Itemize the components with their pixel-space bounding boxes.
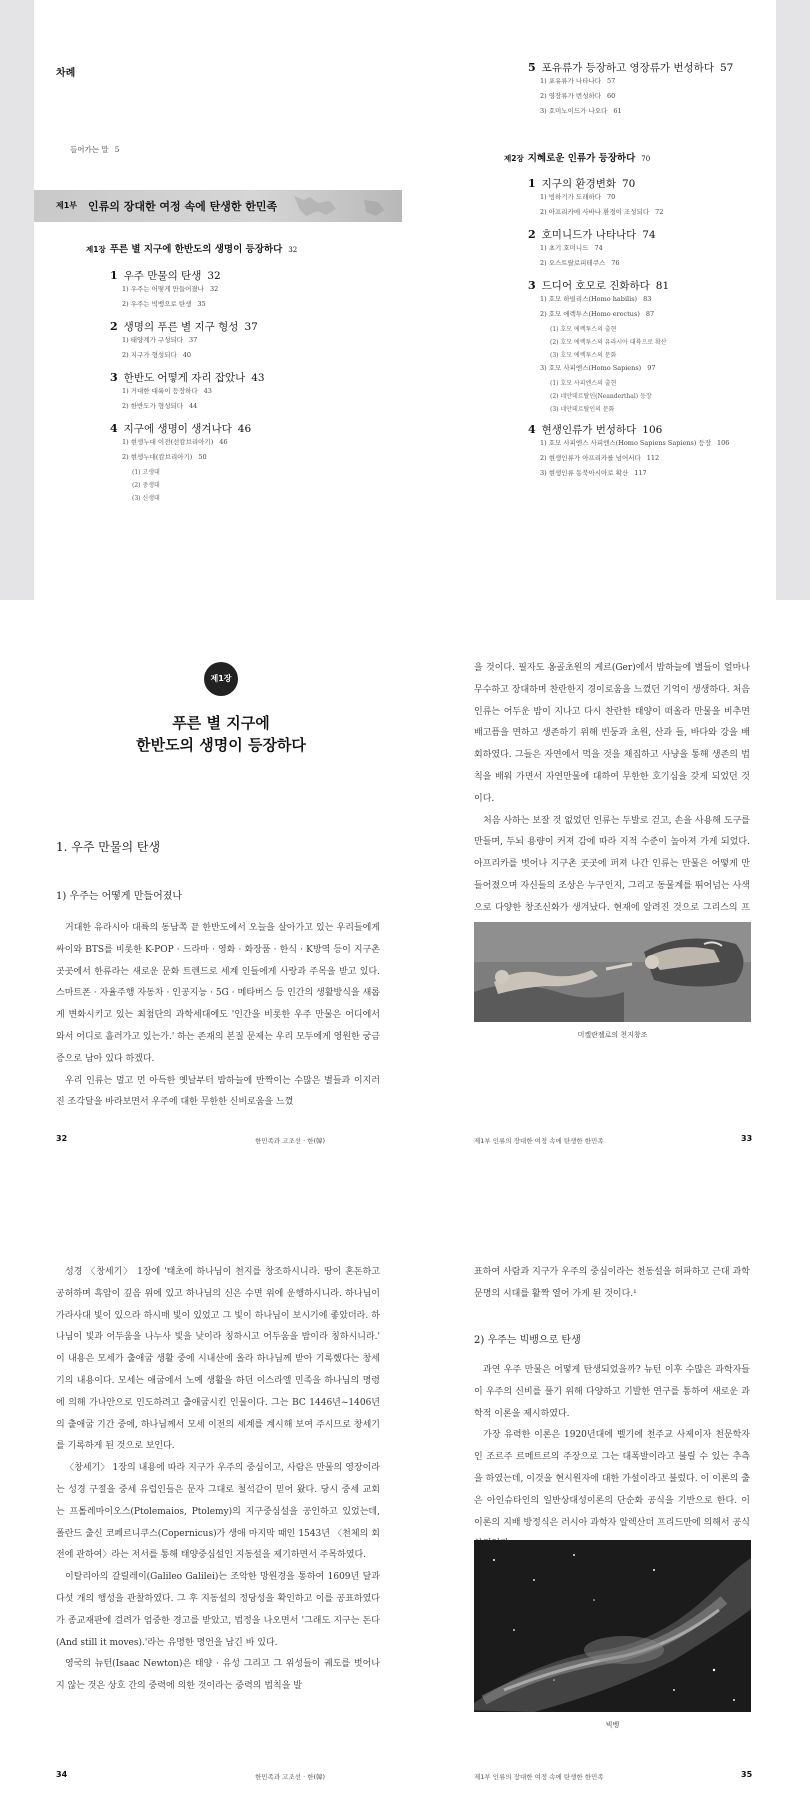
paragraph: 이탈리아의 갈릴레이(Galileo Galilei)는 조악한 망원경을 통하여 1609년 달과 다섯 개의 행성을 관찰하였다. 그 후 지동설의 정당성을 확인하고 이를 공표하였다가 종교재판에 걸려가 엄중한 경고를 받았고, 법정을 나오면서 '그래도 지구는 돈다(And still it moves).'라는 유명한 명언을 남긴 바 있다. [56, 1572, 380, 1648]
toc-chapter1: 제1장 푸른 별 지구에 한반도의 생명이 등장하다 32 [86, 244, 298, 255]
subsection-heading-bigbang: 2) 우주는 빅뱅으로 탄생 [474, 1335, 581, 1346]
toc-entry-page: 57 [719, 62, 734, 74]
toc-entry-page: 106 [642, 424, 663, 436]
paragraph: 〈창세기〉 1장의 내용에 따라 지구가 우주의 중심이고, 사람은 만물의 영장이라는 성경 구절을 중세 유럽인들은 문자 그대로 철석같이 믿어 왔다. 당시 중세 교회는 프톨레마이오스(Ptolemaios, Ptolemy)의 지구중심설을 공인하고 있었는데, 폴란드 출신 코페르니쿠스(Copernicus)가 생애 마지막 때인 1543년 〈천체의 회전에 관하여〉라는 저서를 통해 태양중심설인 지동설을 제기하면서 주목하였다. [56, 1463, 380, 1561]
toc-entry-page: 43 [203, 387, 212, 395]
toc-entry-text: 한반도 어떻게 자리 잡았나 [123, 372, 246, 384]
page-number-33: 33 [741, 1134, 753, 1143]
left-gutter [0, 0, 34, 600]
toc-entry-text: 1) 포유류가 나타나다 [540, 77, 602, 85]
toc-entry [122, 299, 206, 308]
toc-entry-text: (1) 호모 에렉투스의 출현 [550, 326, 617, 333]
left-running-footer-34: 한민족과 고조선 · 한(韓) [255, 1773, 326, 1781]
toc-entry-page: 117 [634, 469, 647, 477]
toc-entry [528, 422, 662, 437]
toc-entry-text: 1) 현생누대 이전(선캄브리아기) [122, 438, 214, 446]
toc-entry-text: 2) 지구가 형성되다 [122, 351, 177, 359]
toc-entry-text: 2) 아프리카에 사바나 환경이 조성되다 [540, 208, 650, 216]
toc-entry-page: 40 [182, 351, 192, 359]
toc-entry [540, 192, 615, 201]
toc-entry-page: 44 [189, 402, 198, 410]
toc-entry-text: 지구의 환경변화 [541, 178, 616, 190]
paragraph: 처음 사하는 보잘 것 없었던 인류는 두발로 걷고, 손을 사용해 도구를 만들며, 두뇌 용량이 커져 감에 따라 지적 수준이 높아져 가게 되었다. 아프리카를 벗어나 지구촌 곳곳에 퍼져 나간 인류는 만물은 어떻게 만들어졌으며 자신들의 조상은 누구인지, 그리고 동물계를 뛰어넘는 사색으로 다양한 창조신화가 생겨났다. 현재에 알려진 것으로 그리스의 프 [474, 815, 750, 913]
paragraph: 성경 〈창세기〉 1장에 '태초에 하나님이 천지를 창조하시니라. 땅이 혼돈하고 공허하며 흑암이 깊음 위에 있고 하나님의 신은 수면 위에 운행하시니라. 하나님이 가라사대 빛이 있으라 하시매 빛이 있었고 그 빛이 하나님이 보시기에 좋았더라. 하나님이 빛과 어두움을 나누사 빛을 낮이라 칭하시고 어두움을 밤이라 칭하시니라.' 이 내용은 모세가 출애굽 생활 중에 시내산에 올라 하나님께 받아 기록했다는 창세기의 내용이다. 모세는 애굽에서 노예 생활을 하던 이스라엘 민족을 하나님의 명령에 의해 가나안으로 인도하려고 출애굽시킨 인물이다. 그는 BC 1446년~1406년의 출애굽 기간 중에, 하나님께서 모세 이전의 세계를 계시해 보여 주시므로 창세기를 기록하게 된 것으로 보인다. [56, 1267, 380, 1452]
part-banner [34, 190, 402, 222]
toc-entry-text: (1) 호모 사피엔스의 출현 [550, 380, 617, 387]
toc-entry [122, 401, 197, 410]
toc-entry-text: (2) 중생대 [132, 482, 160, 489]
toc-entry [550, 337, 667, 346]
toc-entry-page: 72 [655, 208, 664, 216]
toc-entry-page: 74 [642, 229, 656, 241]
left-body-text [56, 918, 380, 1114]
toc-entry [122, 452, 207, 461]
toc-entry-page: 57 [607, 77, 616, 85]
toc-entry-number: 4 [528, 423, 536, 436]
toc-entry [528, 278, 669, 293]
toc-entry-text: (1) 고생대 [132, 469, 160, 476]
toc-entry-page: 87 [645, 310, 655, 318]
toc-entry [550, 324, 616, 333]
paragraph: 과연 우주 만물은 어떻게 탄생되었을까? 뉴턴 이후 수많은 과학자들이 우주의 신비를 풀기 위해 다양하고 기발한 연구를 통하여 새로운 과학적 이론을 제시하였다. [474, 1365, 750, 1419]
subsection-heading: 1) 우주는 어떻게 만들어졌나 [56, 891, 183, 902]
toc-entry-text: 1) 우주는 어떻게 만들어졌나 [122, 285, 204, 293]
toc-entry-page: 46 [219, 438, 228, 446]
toc-entry [540, 76, 615, 85]
toc-entry-number: 4 [110, 422, 118, 435]
toc-entry [110, 319, 258, 334]
toc-entry [528, 176, 635, 191]
toc-entry-page: 74 [594, 244, 603, 252]
toc-entry-page: 70 [607, 193, 616, 201]
right-running-footer-35: 제1부 인류의 장대한 여정 속에 탄생한 한민족 [474, 1773, 604, 1781]
toc-entry [540, 258, 620, 267]
toc-entry-text: (3) 신생대 [132, 495, 160, 502]
left-body-text-34 [56, 1262, 380, 1698]
toc-entry [550, 404, 614, 413]
toc-entry-number: 1 [528, 177, 536, 190]
toc-entry-text: 현생인류가 번성하다 [541, 424, 637, 436]
toc-entry-text: (3) 네안데르탈인의 문화 [550, 406, 615, 413]
toc-entry-page: 50 [198, 453, 207, 461]
part-label: 제1부 [56, 201, 78, 210]
toc-entry [550, 378, 616, 387]
toc-entry-page: 32 [209, 285, 219, 293]
toc-entry [110, 421, 251, 436]
paragraph: 영국의 뉴턴(Isaac Newton)은 태양 · 유성 그리고 그 위성들이 궤도를 벗어나지 않는 것은 상호 간의 중력에 의한 것이라는 중력의 법칙을 발 [56, 1659, 380, 1692]
toc-entry-text: 드디어 호모로 진화하다 [541, 280, 650, 292]
paragraph: 우리 인류는 멀고 먼 아득한 옛날부터 밤하늘에 반짝이는 수많은 별들과 이지러진 조각달을 바라보면서 우주에 대한 무한한 신비로움을 느꼈 [56, 1075, 380, 1108]
toc-entry-page: 43 [251, 372, 265, 384]
toc-entry-text: 3) 호미노이드가 나오다 [540, 107, 608, 115]
creation-of-adam-image [474, 922, 751, 1022]
chapter-title-line1: 푸른 별 지구에 [172, 714, 270, 732]
toc-entry-text: (3) 호모 에렉투스의 문화 [550, 352, 617, 359]
toc-entry [122, 386, 212, 395]
page-number-32: 32 [56, 1134, 68, 1143]
toc-entry-page: 32 [207, 270, 221, 282]
toc-entry-text: 1) 호모 사피엔스 사피엔스(Homo Sapiens Sapiens) 등장 [540, 439, 712, 447]
toc-chapter2: 제2장 지혜로운 인류가 등장하다 70 [504, 153, 651, 164]
paragraph: 거대한 유라시아 대륙의 동남쪽 끝 한반도에서 오늘을 살아가고 있는 우리들에게 싸이와 BTS를 비롯한 K-POP · 드라마 · 영화 · 화장품 · 한식 · K방역 등이 지구촌 곳곳에서 한류라는 새로운 문화 트렌드로 세계 인들에게 사랑과 주목을 받고 있다. 스마트폰 · 자율주행 자동차 · 인공지능 · 5G · 메타버스 등 인간의 생활방식을 새롭게 변화시키고 있는 최첨단의 과학세대에도 '인간을 비롯한 우주 만물은 어디에서 와서 어디로 흘러가고 있는가.' 하는 존재의 본질 문제는 우리 모두에게 영원한 궁금증으로 남아 있다 하겠다. [56, 923, 380, 1064]
toc-entry-text: 포유류가 등장하고 영장류가 번성하다 [541, 62, 714, 74]
toc-entry-text: 3) 현생인류 동북아시아로 확산 [540, 469, 629, 477]
part-title: 인류의 장대한 여정 속에 탄생한 한민족 [88, 200, 278, 213]
toc-entry-text: 2) 현생인류가 아프리카를 넘어서다 [540, 454, 641, 462]
toc-entry [540, 243, 603, 252]
toc-entry [540, 294, 651, 303]
spread-32-33 [0, 600, 810, 1200]
right-gutter [776, 0, 810, 600]
toc-entry-number: 3 [110, 371, 118, 384]
toc-entry-number: 5 [528, 61, 536, 74]
toc-entry [122, 284, 218, 293]
toc-entry-page: 46 [237, 423, 252, 435]
page-number-35: 35 [741, 1770, 753, 1779]
toc-entry [540, 106, 622, 115]
toc-entry-page: 83 [643, 295, 652, 303]
toc-entry [122, 350, 191, 359]
toc-entry-text: 우주 만물의 탄생 [123, 270, 202, 282]
toc-spread [0, 0, 810, 600]
big-bang-image [474, 1540, 751, 1712]
spread-34-35 [0, 1200, 810, 1800]
toc-entry-text: 2) 영장류가 번성하다 [540, 92, 602, 100]
toc-entry-page: 81 [655, 280, 670, 292]
toc-entry [132, 480, 160, 489]
toc-entry-text: 1) 태양계가 구성되다 [122, 336, 184, 344]
toc-entry-page: 61 [613, 107, 622, 115]
image-caption-adam: 미켈란젤로의 천지창조 [577, 1031, 648, 1039]
left-running-footer: 한민족과 고조선 · 한(韓) [255, 1137, 326, 1145]
right-body-text-35 [474, 1360, 750, 1556]
toc-entry [528, 60, 733, 75]
right-body-text-35-top [474, 1262, 750, 1306]
chapter-title-line2: 한반도의 생명이 등장하다 [136, 736, 306, 754]
paragraph: 가장 유력한 이론은 1920년대에 벨기에 천주교 사제이자 천문학자인 조르주 르메트르의 주장으로 그는 대폭발이라고 불릴 수 있는 추측을 하였는데, 이것을 현시원자에 대한 가설이라고 불렀다. 이 이론의 출은 아인슈타인의 일반상대성이론의 단순화 공식을 기반으로 한다. 이 이론의 지배 방정식은 러시아 과학자 알렉산더 프리드만에 의해서 공식 [474, 1430, 750, 1528]
toc-entry-text: (2) 호모 에렉투스의 유라시아 대륙으로 확산 [550, 339, 667, 346]
toc-entry-page: 35 [197, 300, 206, 308]
toc-entry-text: 호미니드가 나타나다 [541, 229, 637, 241]
toc-entry [540, 91, 615, 100]
toc-intro: 들어가는 말 5 [70, 145, 120, 154]
toc-entry-number: 2 [528, 228, 536, 241]
toc-entry-number: 1 [110, 269, 118, 282]
toc-entry-text: 3) 호모 사피엔스(Homo Sapiens) [540, 364, 642, 372]
toc-entry [540, 207, 663, 216]
toc-entry-page: 112 [646, 454, 660, 462]
right-running-footer: 제1부 인류의 장대한 여정 속에 탄생한 한민족 [474, 1137, 604, 1145]
toc-entry-page: 37 [244, 321, 258, 333]
chapter-badge: 제1장 [204, 662, 238, 696]
toc-entry-text: 2) 현생누대(캄브리아기) [122, 453, 193, 461]
toc-entry-page: 76 [611, 259, 620, 267]
toc-entry [540, 363, 656, 372]
toc-entry-page: 106 [717, 439, 730, 447]
toc-entry-text: 1) 빙하기가 도래하다 [540, 193, 602, 201]
toc-entry-text: 생명의 푸른 별 지구 형성 [123, 321, 239, 333]
toc-entry [122, 437, 228, 446]
toc-entry [122, 335, 197, 344]
toc-entry [540, 309, 654, 318]
paragraph: 을 것이다. 필자도 옹골초원의 게르(Ger)에서 밤하늘에 별들이 얼마나 무수하고 장대하며 찬란한지 경이로움을 느꼈던 기억이 생생하다. 처음 인류는 어두운 밤이 지나고 다시 찬란한 태양이 떠올라 만물을 비추면 배고픔을 면하고 생존하기 위해 빈둥과 초원, 산과 들, 바다와 강을 배회하였다. 그들은 자연에서 먹을 것을 채집하고 사냥을 통해 생존의 법칙을 배워 가면서 자연만물에 대하여 무한한 호기심을 갖게 되었던 것이다. [474, 663, 750, 804]
toc-entry [540, 468, 647, 477]
toc-entry-text: 지구에 생명이 생겨나다 [123, 423, 232, 435]
toc-entry-number: 3 [528, 279, 536, 292]
toc-entry [540, 453, 659, 462]
toc-entry-text: 1) 호모 하빌리스(Homo habilis) [540, 295, 638, 303]
toc-entry [132, 493, 160, 502]
toc-entry-text: 1) 초기 호미니드 [540, 244, 589, 252]
toc-entry [528, 227, 656, 242]
toc-entry [132, 467, 160, 476]
toc-entry [550, 391, 652, 400]
toc-entry-text: 2) 우주는 빅뱅으로 탄생 [122, 300, 192, 308]
toc-entry-page: 97 [647, 364, 656, 372]
image-caption-bigbang: 빅뱅 [605, 1721, 620, 1729]
toc-entry-text: 2) 호모 에렉투스(Homo erectus) [540, 310, 640, 318]
toc-entry-page: 60 [607, 92, 616, 100]
toc-entry-text: 2) 오스트랄로피테쿠스 [540, 259, 606, 267]
toc-entry-text: (2) 네안데르탈인(Neanderthal) 등장 [550, 393, 652, 400]
toc-entry [110, 268, 221, 283]
paragraph: 표하여 사람과 지구가 우주의 중심이라는 천동설을 허파하고 근대 과학문명의 시대를 활짝 열어 가게 된 것이다.¹ [474, 1267, 750, 1299]
toc-entry-number: 2 [110, 320, 118, 333]
toc-entry [550, 350, 616, 359]
toc-entry-text: 2) 한반도가 형성되다 [122, 402, 184, 410]
section-heading: 1. 우주 만물의 탄생 [56, 840, 161, 854]
page-number-34: 34 [56, 1770, 68, 1779]
toc-entry [110, 370, 265, 385]
toc-title: 차례 [56, 68, 76, 79]
toc-entry-page: 37 [189, 336, 198, 344]
toc-entry-text: 1) 거대한 대륙이 등장하다 [122, 387, 198, 395]
toc-entry [540, 438, 729, 447]
toc-entry-page: 70 [622, 178, 636, 190]
